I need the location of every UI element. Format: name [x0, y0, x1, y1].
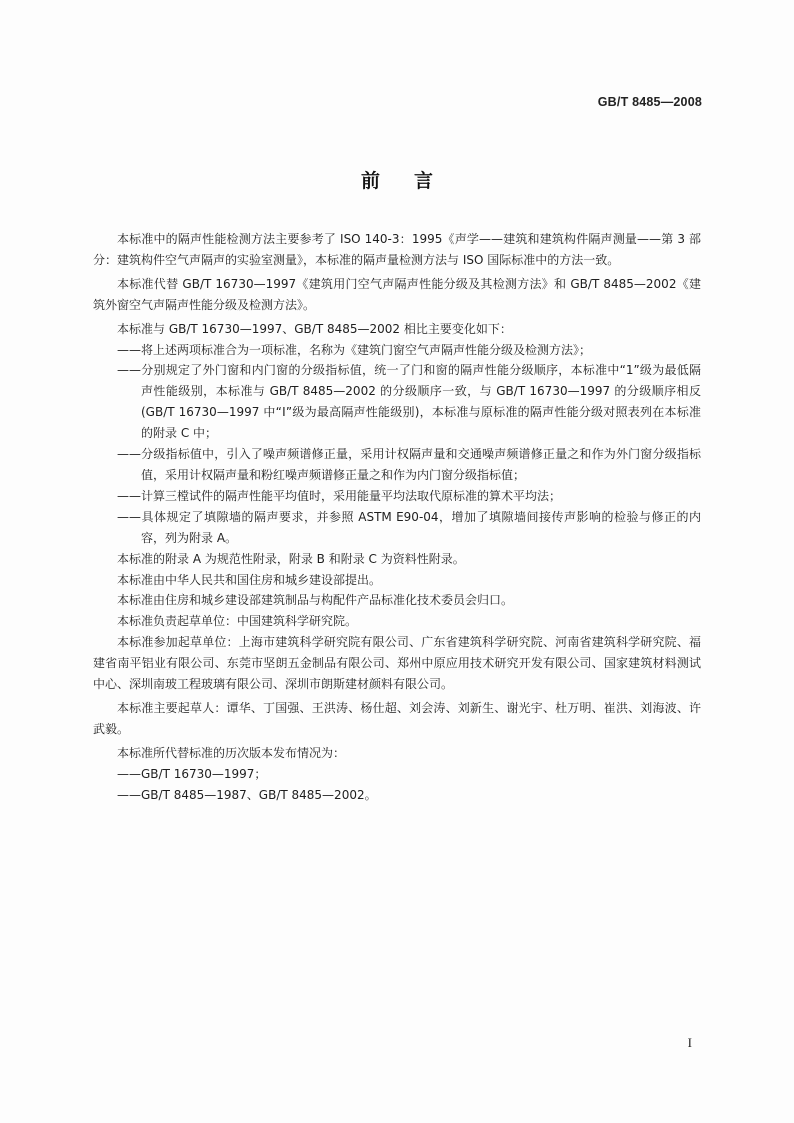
- paragraph-reference-standard: 本标准中的隔声性能检测方法主要参考了 ISO 140-3：1995《声学——建筑和建筑构件隔声测量——第 3 部分：建筑构件空气声隔声的实验室测量》，本标准的隔声量检测方法与 ISO 国际标准中的方法一致。: [93, 232, 701, 267]
- history-item-1: ——GB/T 16730—1997；: [117, 766, 267, 781]
- paragraph-proposed-by: 本标准由中华人民共和国住房和城乡建设部提出。: [117, 572, 382, 587]
- paragraph-replaces: 本标准代替 GB/T 16730—1997《建筑用门空气声隔声性能分级及其检测方法》和 GB/T 8485—2002《建筑外窗空气声隔声性能分级及检测方法》。: [93, 276, 701, 312]
- paragraph-drafters: 本标准主要起草人：谭华、丁国强、王洪涛、杨仕超、刘会涛、刘新生、谢光宇、杜万明、崔洪、刘海波、许武毅。: [93, 700, 701, 736]
- standard-code: GB/T 8485—2008: [597, 95, 702, 109]
- paragraph-drafting-unit: 本标准负责起草单位：中国建筑科学研究院。: [117, 614, 358, 629]
- paragraph-annexes: 本标准的附录 A 为规范性附录，附录 B 和附录 C 为资料性附录。: [117, 551, 465, 566]
- paragraph-centralized-by: 本标准由住房和城乡建设部建筑制品与构配件产品标准化技术委员会归口。: [117, 593, 514, 608]
- change-item-average: ——计算三樘试件的隔声性能平均值时，采用能量平均法取代原标准的算术平均法；: [117, 488, 562, 503]
- paragraph-participating-units: 本标准参加起草单位：上海市建筑科学研究院有限公司、广东省建筑科学研究院、河南省建筑科学研究院、福建省南平铝业有限公司、东莞市坚朗五金制品有限公司、郑州中原应用技术研究开发有限公司、国家建筑材料测试中心、深圳南玻工程玻璃有限公司、深圳市朗斯建材颜料有限公司。: [93, 635, 701, 692]
- change-item-grading: ——分别规定了外门窗和内门窗的分级指标值，统一了门和窗的隔声性能分级顺序，本标准中“1”级为最低隔声性能级别，本标准与 GB/T 8485—2002 的分级顺序一致，与 GB/T 16730—1997 的分级顺序相反(GB/T 16730—1997 中“Ⅰ”级为最高隔声性能级别)，本标准与原标准的隔声性能分级对照表列在本标准的附录 C 中；: [117, 363, 701, 441]
- change-item-merge: ——将上述两项标准合为一项标准，名称为《建筑门窗空气声隔声性能分级及检测方法》；: [117, 342, 592, 357]
- foreword-body: [93, 229, 701, 805]
- change-item-spectrum: ——分级指标值中，引入了噪声频谱修正量，采用计权隔声量和交通噪声频谱修正量之和作为外门窗分级指标值，采用计权隔声量和粉红噪声频谱修正量之和作为内门窗分级指标值；: [117, 447, 701, 482]
- paragraph-changes-intro: 本标准与 GB/T 16730—1997、GB/T 8485—2002 相比主要变化如下：: [117, 321, 512, 336]
- change-item-filler-wall: ——具体规定了填隙墙的隔声要求，并参照 ASTM E90-04，增加了填隙墙间接传声影响的检验与修正的内容，列为附录 A。: [117, 509, 701, 545]
- page-number: I: [687, 1035, 692, 1050]
- history-item-2: ——GB/T 8485—1987、GB/T 8485—2002。: [117, 787, 377, 802]
- page-title: 前言: [360, 170, 467, 192]
- paragraph-history-intro: 本标准所代替标准的历次版本发布情况为：: [117, 745, 346, 760]
